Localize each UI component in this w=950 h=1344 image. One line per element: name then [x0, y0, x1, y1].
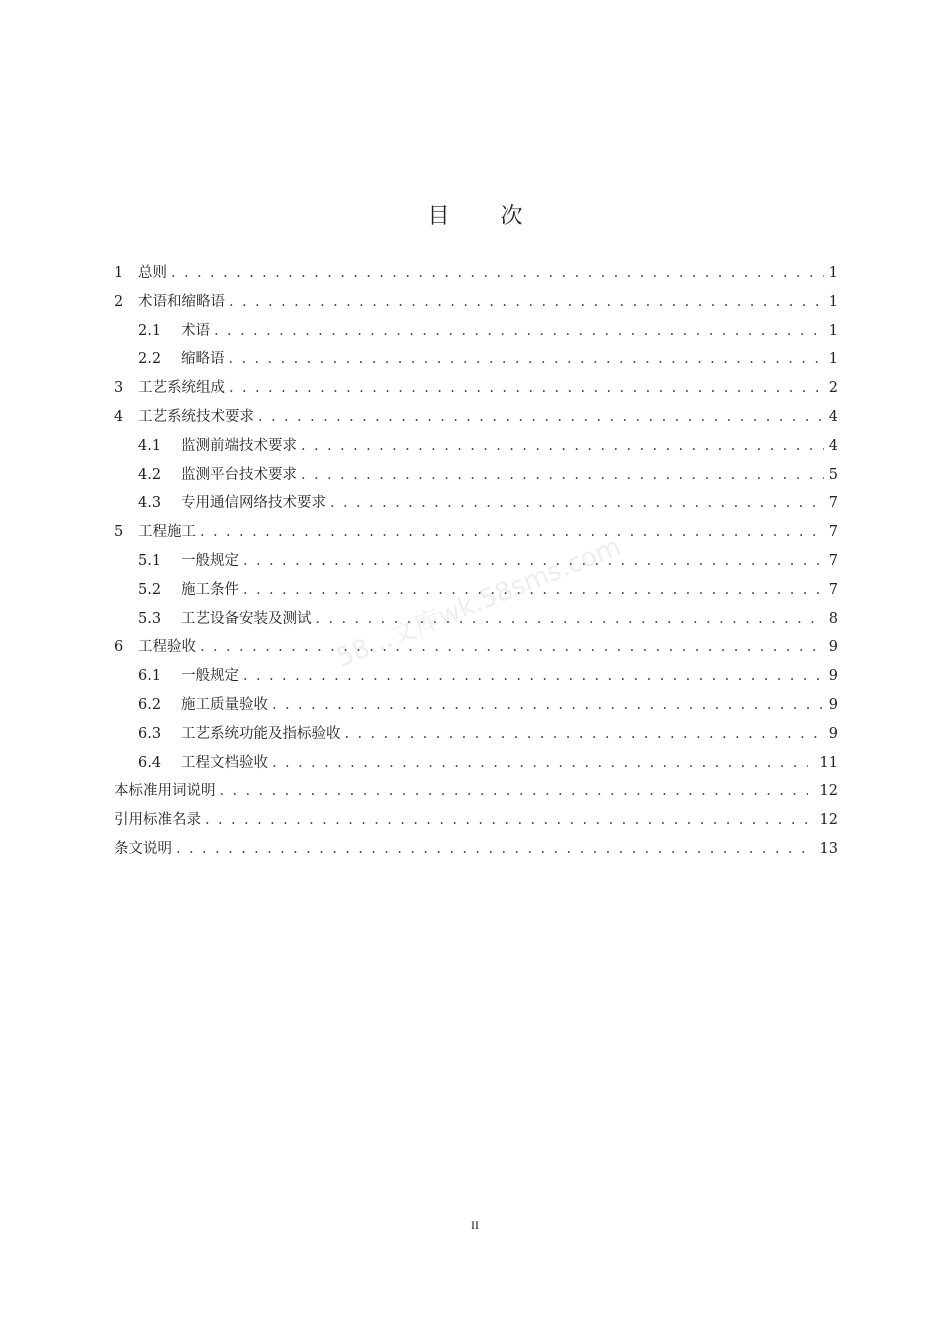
toc-entry[interactable]	[114, 345, 838, 374]
toc-entry-number: 5.1	[138, 552, 162, 569]
toc-entry-page: 7	[828, 581, 838, 598]
toc-entry[interactable]	[114, 720, 838, 749]
toc-dot-leader	[176, 835, 808, 864]
toc-entry[interactable]	[114, 403, 838, 432]
toc-entry-page: 4	[828, 408, 838, 425]
toc-entry-title: 一般规定	[181, 552, 239, 569]
toc-dot-leader	[229, 345, 825, 374]
toc-entry-page: 1	[828, 351, 838, 368]
toc-entry-page: 12	[819, 812, 838, 829]
toc-entry-page: 1	[828, 322, 838, 339]
toc-entry-number: 2.1	[138, 322, 162, 339]
toc-entry[interactable]	[114, 662, 838, 691]
toc-entry-number: 6.4	[138, 754, 162, 771]
table-of-contents	[114, 259, 838, 864]
toc-entry-page: 5	[828, 466, 838, 483]
toc-entry-page: 7	[828, 552, 838, 569]
toc-dot-leader	[272, 691, 824, 720]
toc-dot-leader	[243, 576, 824, 605]
toc-dot-leader	[301, 432, 824, 461]
toc-entry-page: 7	[828, 524, 838, 541]
toc-entry[interactable]	[114, 432, 838, 461]
toc-entry[interactable]	[114, 806, 838, 835]
toc-entry-page: 7	[828, 495, 838, 512]
toc-entry-title: 工艺系统组成	[138, 380, 225, 397]
toc-entry[interactable]	[114, 518, 838, 547]
toc-entry-page: 9	[828, 639, 838, 656]
toc-dot-leader	[316, 605, 825, 634]
toc-entry-page: 4	[828, 437, 838, 454]
watermark: 58...文库wk.58sms.com	[332, 531, 626, 674]
toc-entry[interactable]	[114, 576, 838, 605]
toc-dot-leader	[220, 777, 809, 806]
toc-dot-leader	[243, 662, 824, 691]
toc-entry-number: 5.3	[138, 610, 162, 627]
toc-entry-title: 工艺系统技术要求	[138, 408, 254, 425]
toc-entry[interactable]	[114, 835, 838, 864]
toc-entry-title: 总则	[138, 265, 167, 281]
toc-entry[interactable]	[114, 749, 838, 778]
toc-entry-number: 6.3	[138, 725, 162, 742]
toc-entry-title: 监测平台技术要求	[181, 466, 297, 483]
toc-entry[interactable]	[114, 691, 838, 720]
toc-dot-leader	[272, 749, 808, 778]
toc-entry-number: 5	[114, 524, 124, 541]
toc-entry[interactable]	[114, 317, 838, 346]
toc-dot-leader	[200, 518, 824, 547]
toc-entry-page: 1	[828, 293, 838, 310]
toc-entry-page: 12	[819, 783, 838, 800]
toc-entry-number: 5.2	[138, 581, 162, 598]
toc-entry[interactable]	[114, 461, 838, 490]
toc-entry-title: 术语和缩略语	[138, 293, 225, 310]
toc-entry-title: 监测前端技术要求	[181, 437, 297, 454]
toc-entry-title: 专用通信网络技术要求	[181, 495, 326, 512]
toc-dot-leader	[243, 547, 824, 576]
toc-entry-number: 6.2	[138, 696, 162, 713]
toc-dot-leader	[258, 403, 824, 432]
toc-entry[interactable]	[114, 489, 838, 518]
toc-entry[interactable]	[114, 547, 838, 576]
toc-dot-leader	[229, 374, 824, 403]
toc-entry-number: 4.2	[138, 466, 162, 483]
toc-entry-number: 4.3	[138, 495, 162, 512]
toc-entry-title: 本标准用词说明	[114, 783, 216, 800]
toc-entry-title: 工艺系统功能及指标验收	[181, 725, 341, 742]
toc-dot-leader	[330, 489, 824, 518]
toc-entry[interactable]	[114, 374, 838, 403]
toc-entry-title: 引用标准名录	[114, 812, 201, 829]
toc-entry-title: 工艺设备安装及测试	[181, 610, 312, 627]
toc-dot-leader	[345, 720, 825, 749]
toc-entry-number: 4.1	[138, 437, 162, 454]
toc-entry-page: 11	[819, 754, 838, 771]
toc-dot-leader	[171, 259, 824, 288]
toc-entry-page: 9	[828, 725, 838, 742]
toc-entry-page: 13	[819, 840, 838, 857]
page-number: II	[471, 1218, 479, 1232]
toc-entry[interactable]	[114, 288, 838, 317]
toc-entry-number: 2.2	[138, 351, 162, 368]
toc-entry-title: 一般规定	[181, 668, 239, 685]
toc-entry-page: 2	[828, 380, 838, 397]
page-title: 目 次	[427, 204, 545, 229]
toc-entry-title: 施工条件	[181, 581, 239, 598]
toc-entry-page: 9	[828, 696, 838, 713]
toc-entry[interactable]	[114, 259, 838, 288]
toc-dot-leader	[205, 806, 808, 835]
toc-entry-number: 1	[114, 265, 124, 281]
toc-entry[interactable]	[114, 777, 838, 806]
toc-dot-leader	[229, 288, 824, 317]
toc-entry-number: 2	[114, 293, 124, 310]
toc-entry-number: 3	[114, 380, 124, 397]
toc-entry-title: 工程文档验收	[181, 754, 268, 771]
toc-entry-title: 条文说明	[114, 840, 172, 857]
toc-entry-title: 工程验收	[138, 639, 196, 656]
toc-entry-page: 8	[828, 610, 838, 627]
toc-entry[interactable]	[114, 605, 838, 634]
toc-entry-title: 施工质量验收	[181, 696, 268, 713]
toc-entry-title: 工程施工	[138, 524, 196, 541]
toc-entry-title: 缩略语	[181, 351, 225, 368]
toc-dot-leader	[301, 461, 824, 490]
toc-entry-number: 6.1	[138, 668, 162, 685]
toc-entry-number: 6	[114, 639, 124, 656]
toc-dot-leader	[214, 317, 824, 346]
toc-dot-leader	[200, 633, 824, 662]
toc-entry[interactable]	[114, 633, 838, 662]
toc-entry-page: 1	[828, 265, 838, 281]
toc-entry-title: 术语	[181, 322, 210, 339]
toc-entry-page: 9	[828, 668, 838, 685]
toc-entry-number: 4	[114, 408, 124, 425]
